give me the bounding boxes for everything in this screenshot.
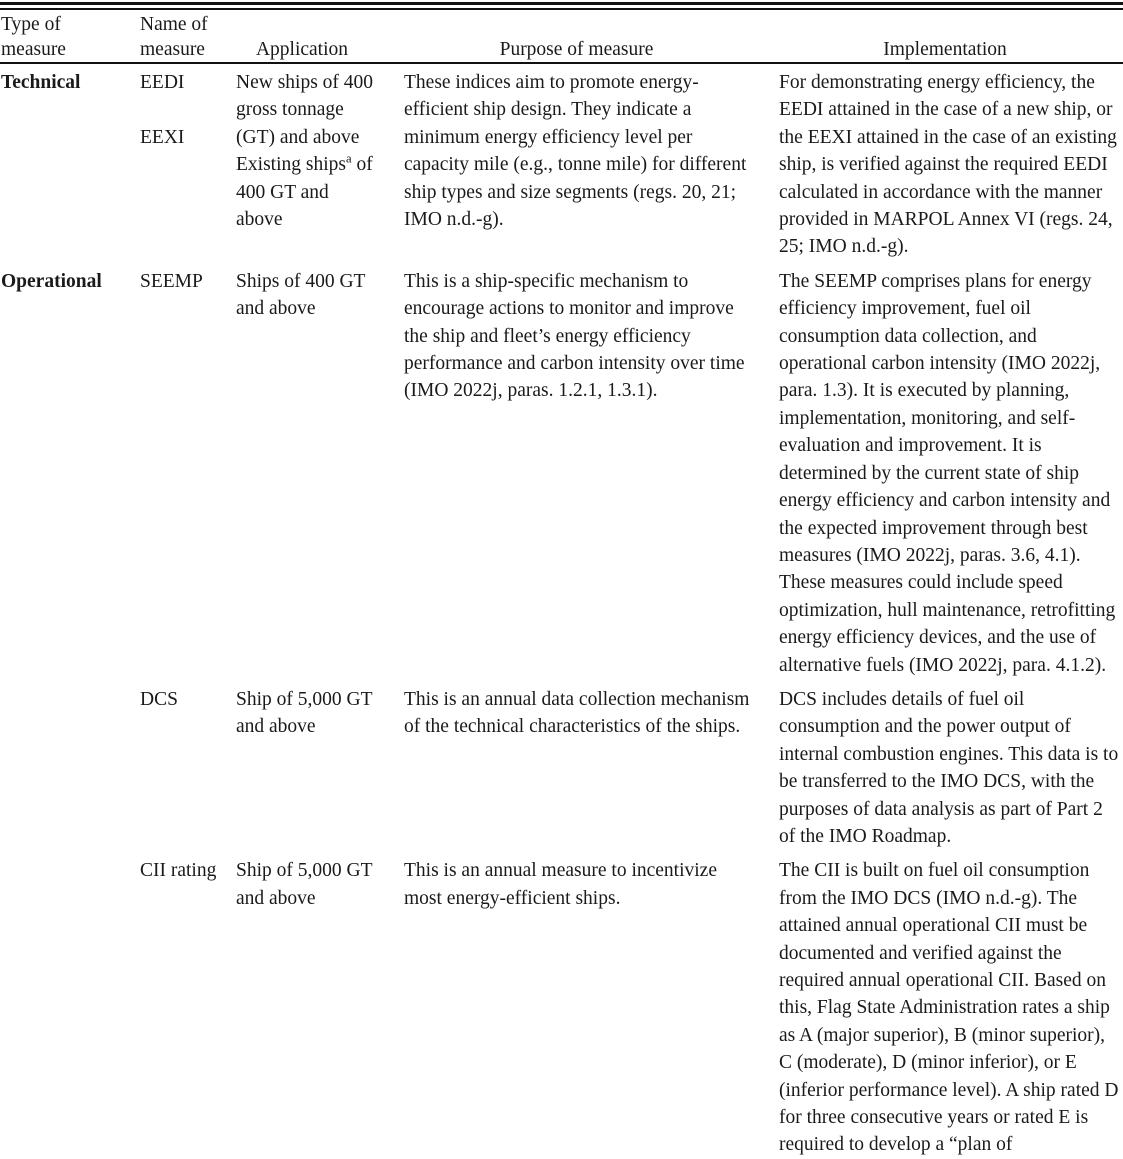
cell-type-of-measure bbox=[0, 850, 120, 1158]
column-header-name-of-measure bbox=[120, 0, 218, 62]
cell-name-of-measure: SEEMP bbox=[140, 270, 203, 292]
footnote-marker-a: a bbox=[345, 151, 352, 166]
cell-application bbox=[218, 62, 386, 261]
cell-implementation: The SEEMP comprises plans for energy efficiency improvement, fuel oil consumption data collection, and operational carbon intensity (IMO 2022j, para. 1.3). It is executed by planning, implementation, monitoring, and self-evaluation and improvement. It is determined by the current state of ship energy efficiency and carbon intensity and the expected improvement through best measures (IMO 2022j, paras. 3.6, 4.1). These measures could include speed optimization, hull maintenance, retrofitting energy efficiency devices, and the use of alternative fuels (IMO 2022j, para. 4.1.2). bbox=[779, 270, 1116, 676]
measure-name-eedi: EEDI bbox=[140, 72, 185, 93]
cell-application: Ships of 400 GT and above bbox=[236, 270, 366, 320]
cell-purpose: This is an annual measure to incentivize most energy-efficient ships. bbox=[404, 860, 717, 909]
column-header-type-line-1: Type of bbox=[1, 14, 61, 35]
measure-name-eexi: EEXI bbox=[140, 126, 185, 148]
cell-type-of-measure: Technical bbox=[1, 72, 81, 93]
table-row bbox=[0, 62, 1123, 261]
cell-implementation: The CII is built on fuel oil consumption from the IMO DCS (IMO n.d.-g). The attained annual operational CII must be documented and verified against the required annual operational CII. Based on this, Flag State Administration rates a ship as A (major superior), B (minor superior), C (moderate), D (minor inferior), or E (inferior performance level). A ship rated D for three consecutive years or rated E is required to develop a “plan of bbox=[779, 860, 1119, 1156]
table-header bbox=[0, 0, 1123, 62]
cell-purpose: This is an annual data collection mechanism of the technical characteristics of the ships. bbox=[404, 688, 750, 738]
column-header-name-line-1: Name of bbox=[140, 14, 208, 35]
application-eexi-post: of 400 GT and above bbox=[236, 154, 373, 231]
column-header-application: Application bbox=[255, 39, 349, 60]
application-eexi-pre: Existing ships bbox=[236, 154, 346, 176]
cell-type-of-measure bbox=[0, 679, 120, 850]
application-eexi bbox=[236, 151, 376, 233]
cell-application: Ship of 5,000 GT and above bbox=[236, 860, 373, 909]
cell-name-of-measure bbox=[120, 62, 218, 261]
column-header-type-of-measure bbox=[0, 0, 120, 62]
cell-purpose: This is a ship-specific mechanism to encourage actions to monitor and improve the ship and fleet’s energy efficiency performance and carbon intensity over time (IMO 2022j, paras. 1.2.1, 1.3.1). bbox=[404, 270, 745, 402]
cell-purpose: These indices aim to promote energy-efficient ship design. They indicate a minimum energy efficiency level per capacity mile (e.g., tonne mile) for different ship types and size segments (regs. 20, 21; IMO n.d.-g). bbox=[404, 72, 747, 231]
cell-application: Ship of 5,000 GT and above bbox=[236, 688, 373, 738]
application-eedi: New ships of 400 gross tonnage (GT) and above bbox=[236, 72, 374, 148]
table-row bbox=[0, 261, 1123, 679]
table-body bbox=[0, 62, 1123, 1159]
column-header-implementation: Implementation bbox=[883, 39, 1007, 60]
table-row bbox=[0, 679, 1123, 850]
table-row bbox=[0, 850, 1123, 1158]
cell-implementation: DCS includes details of fuel oil consumption and the power output of internal combustion engines. This data is to be transferred to the IMO DCS, with the purposes of data analysis as part of Part 2 of the IMO Roadmap. bbox=[779, 688, 1119, 847]
cell-name-of-measure: CII rating bbox=[140, 860, 217, 882]
cell-name-of-measure: DCS bbox=[140, 688, 178, 710]
column-header-purpose: Purpose of measure bbox=[499, 39, 654, 60]
cell-implementation: For demonstrating energy efficiency, the EEDI attained in the case of a new ship, or the EEXI attained in the case of an existing ship, is verified against the required EEDI calculated in accordance with the manner provided in MARPOL Annex VI (regs. 24, 25; IMO n.d.-g). bbox=[779, 72, 1117, 258]
table-header-row bbox=[0, 0, 1123, 62]
column-header-name-line-2: measure bbox=[140, 39, 205, 60]
column-header-type-line-2: measure bbox=[1, 39, 66, 60]
cell-type-of-measure: Operational bbox=[1, 270, 102, 292]
